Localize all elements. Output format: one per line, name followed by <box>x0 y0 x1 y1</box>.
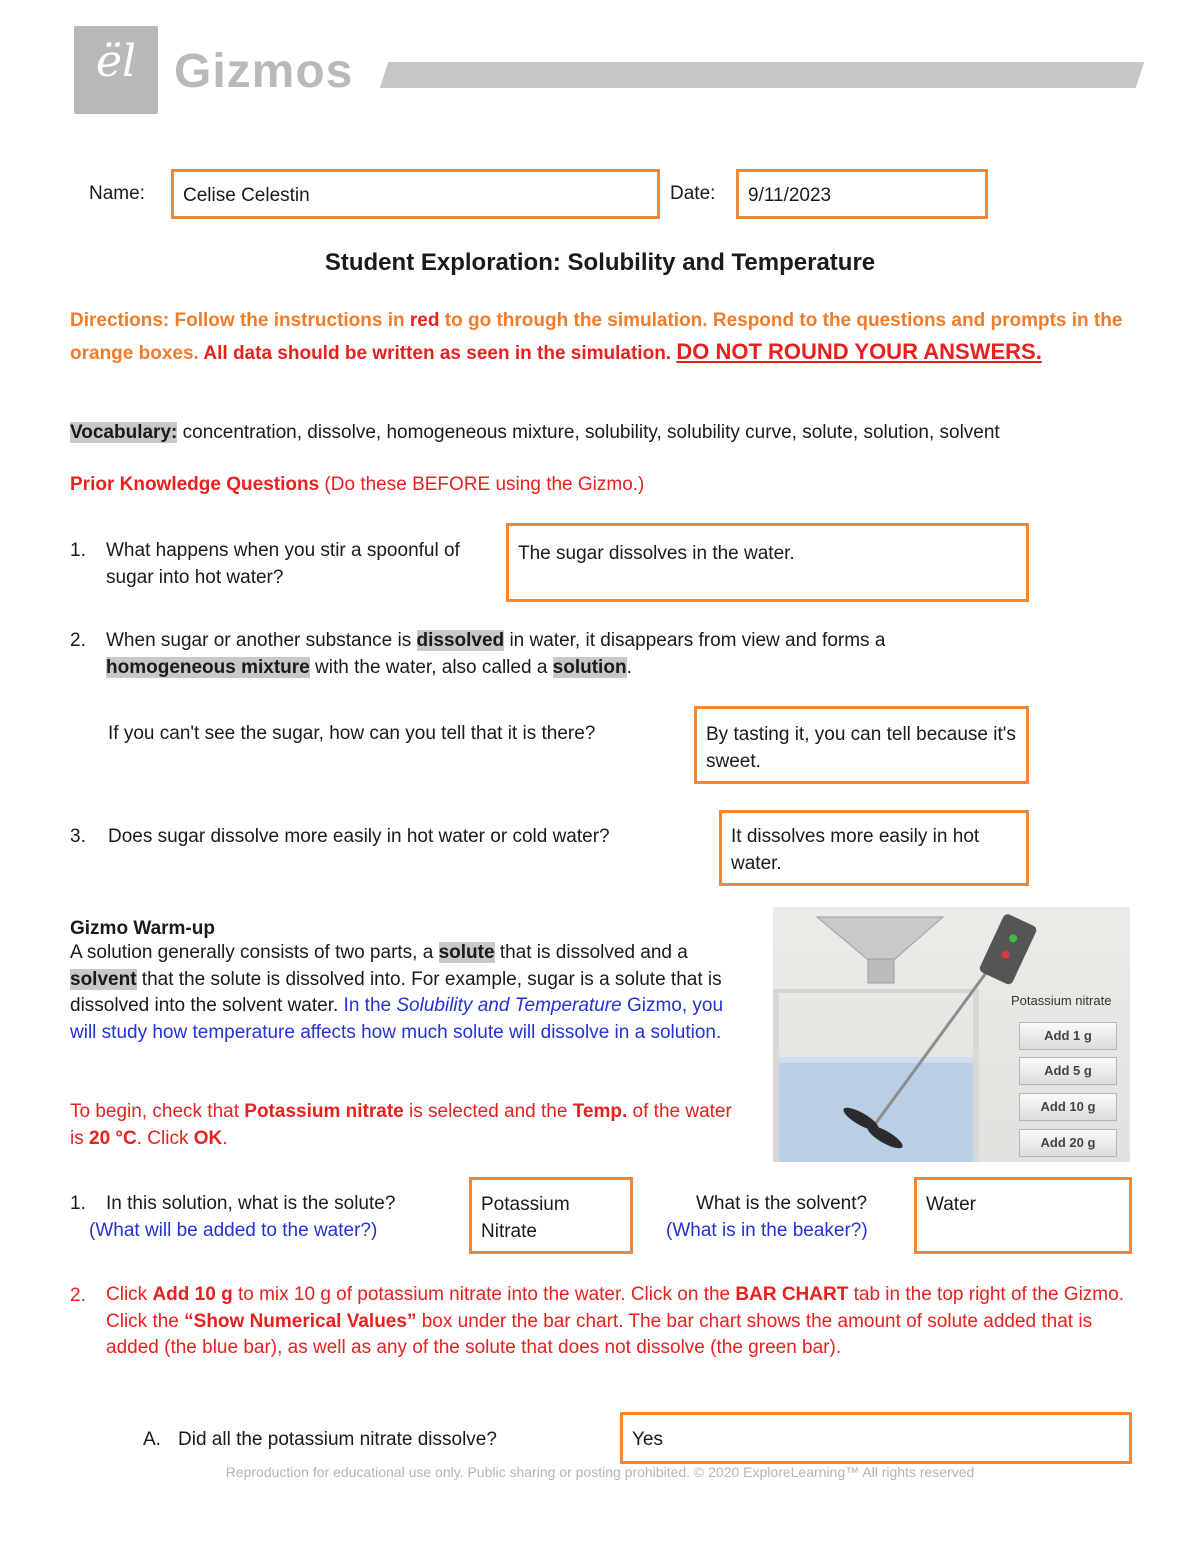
q2-text-b: in water, it disappears from view and forms a <box>504 630 886 651</box>
q2-text-a: When sugar or another substance is <box>106 630 417 651</box>
directions-text-1: Directions: Follow the instructions in <box>70 310 410 331</box>
instr-text-a: To begin, check that <box>70 1101 245 1122</box>
instr-text-b: is selected and the <box>403 1101 573 1122</box>
wq2-show-values: “Show Numerical Values” <box>184 1310 417 1332</box>
wq2-text-c: tab in the top right of the Gizmo. Click the <box>106 1284 1124 1332</box>
instr-temp: Temp. <box>572 1101 628 1122</box>
warmup-instruction <box>70 1099 750 1152</box>
gizmo-simulation-image <box>773 907 1130 1162</box>
q3-text: Does sugar dissolve more easily in hot water or cold water? <box>108 826 610 847</box>
term-solution: solution <box>552 657 627 678</box>
wq2-bar-chart: BAR CHART <box>735 1284 849 1305</box>
gizmo-name: Solubility and Temperature <box>396 995 622 1016</box>
term-solute: solute <box>438 942 495 963</box>
sim-solute-label: Potassium nitrate <box>1011 993 1112 1008</box>
prior-knowledge-title: Prior Knowledge Questions <box>70 474 320 495</box>
q3-number: 3. <box>70 826 86 847</box>
warmup-blue-b: Gizmo, you will study how temperature affects how much solute will dissolve in a solution. <box>70 995 724 1043</box>
logo-text: Gizmos <box>174 45 354 98</box>
term-homogeneous-mixture: homogeneous mixture <box>106 657 310 678</box>
instr-potassium-nitrate: Potassium nitrate <box>244 1101 404 1122</box>
solute-answer[interactable]: Potassium Nitrate <box>469 1177 633 1254</box>
q1-answer[interactable]: The sugar dissolves in the water. <box>506 523 1029 602</box>
directions-red-word: red <box>409 310 440 331</box>
q2-text-d: . <box>626 657 632 678</box>
footer-text: Reproduction for educational use only. Public sharing or posting prohibited. © 2020 ExploreLearning™ All rights reserved <box>225 1464 975 1480</box>
directions <box>70 305 1130 369</box>
add-5g-button[interactable]: Add 5 g <box>1019 1057 1117 1085</box>
instr-text-e: . <box>222 1127 228 1149</box>
wq1-number: 1. <box>70 1193 86 1214</box>
q1-number: 1. <box>70 540 86 561</box>
prior-knowledge-note: (Do these BEFORE using the Gizmo.) <box>319 474 645 495</box>
wq1-hint: (What will be added to the water?) <box>89 1220 378 1241</box>
add-20g-button[interactable]: Add 20 g <box>1019 1129 1117 1157</box>
wq2a-text: Did all the potassium nitrate dissolve? <box>178 1429 497 1450</box>
instr-ok: OK <box>193 1127 223 1149</box>
page-title: Student Exploration: Solubility and Temperature <box>324 249 876 276</box>
q3-answer[interactable]: It dissolves more easily in hot water. <box>719 810 1029 886</box>
warmup-text-a: A solution generally consists of two parts, a <box>70 942 439 963</box>
instr-text-c: of the water is <box>70 1101 732 1149</box>
prior-knowledge-heading <box>70 474 644 496</box>
wq2-add-10g: Add 10 g <box>152 1284 233 1305</box>
add-10g-button[interactable]: Add 10 g <box>1019 1093 1117 1121</box>
warmup-blue-a: In the <box>343 995 397 1016</box>
instr-text-d: . Click <box>136 1127 194 1149</box>
q2-text-c: with the water, also called a <box>309 657 553 678</box>
q2-prompt: If you can't see the sugar, how can you tell that it is there? <box>108 723 596 744</box>
directions-text-3: All data should be written as seen in the simulation. <box>203 343 677 364</box>
q2-text <box>106 627 1016 681</box>
name-label: Name: <box>89 183 145 204</box>
wq2-text <box>106 1282 1136 1362</box>
q2-number: 2. <box>70 630 86 651</box>
wq2a-answer[interactable]: Yes <box>620 1412 1132 1464</box>
vocabulary-terms: concentration, dissolve, homogeneous mixture, solubility, solubility curve, solute, solution, solvent <box>177 422 1000 443</box>
solvent-hint: (What is in the beaker?) <box>666 1220 868 1241</box>
logo-mark: ël <box>95 36 137 87</box>
wq1-text: In this solution, what is the solute? <box>106 1193 396 1214</box>
add-1g-button[interactable]: Add 1 g <box>1019 1022 1117 1050</box>
vocabulary <box>70 422 1150 444</box>
date-field[interactable]: 9/11/2023 <box>736 169 988 219</box>
wq2-text-a: Click <box>106 1284 153 1305</box>
header-bar <box>380 62 1144 88</box>
solvent-question: What is the solvent? <box>696 1193 868 1214</box>
warmup-text-b: that is dissolved and a <box>494 942 688 963</box>
q2-answer[interactable]: By tasting it, you can tell because it's sweet. <box>694 706 1029 784</box>
warmup-text-c: that the solute is dissolved into. For example, sugar is a solute that is dissolved into the solvent water. <box>70 968 722 1016</box>
name-field[interactable]: Celise Celestin <box>171 169 660 219</box>
date-label: Date: <box>670 183 716 204</box>
directions-text-2: to go through the simulation. Respond to the questions and prompts in the orange boxes. <box>70 310 1123 364</box>
instr-20c: 20 °C <box>89 1127 137 1149</box>
wq2-number: 2. <box>70 1285 86 1306</box>
vocabulary-label: Vocabulary: <box>70 422 178 443</box>
wq2a-letter: A. <box>143 1429 161 1450</box>
solvent-answer[interactable]: Water <box>914 1177 1132 1254</box>
wq2-text-d: box under the bar chart. The bar chart shows the amount of solute added that is added (the blue bar), as well as any of the solute that does not dissolve (the green bar). <box>106 1310 1093 1358</box>
term-solvent: solvent <box>70 968 137 990</box>
directions-warning: DO NOT ROUND YOUR ANSWERS. <box>676 339 1042 364</box>
q1-text: What happens when you stir a spoonful of sugar into hot water? <box>106 540 460 588</box>
term-dissolved: dissolved <box>416 630 505 651</box>
warmup-paragraph <box>70 940 750 1046</box>
warmup-heading: Gizmo Warm-up <box>70 918 215 939</box>
wq2-text-b: to mix 10 g of potassium nitrate into the water. Click on the <box>232 1284 736 1305</box>
